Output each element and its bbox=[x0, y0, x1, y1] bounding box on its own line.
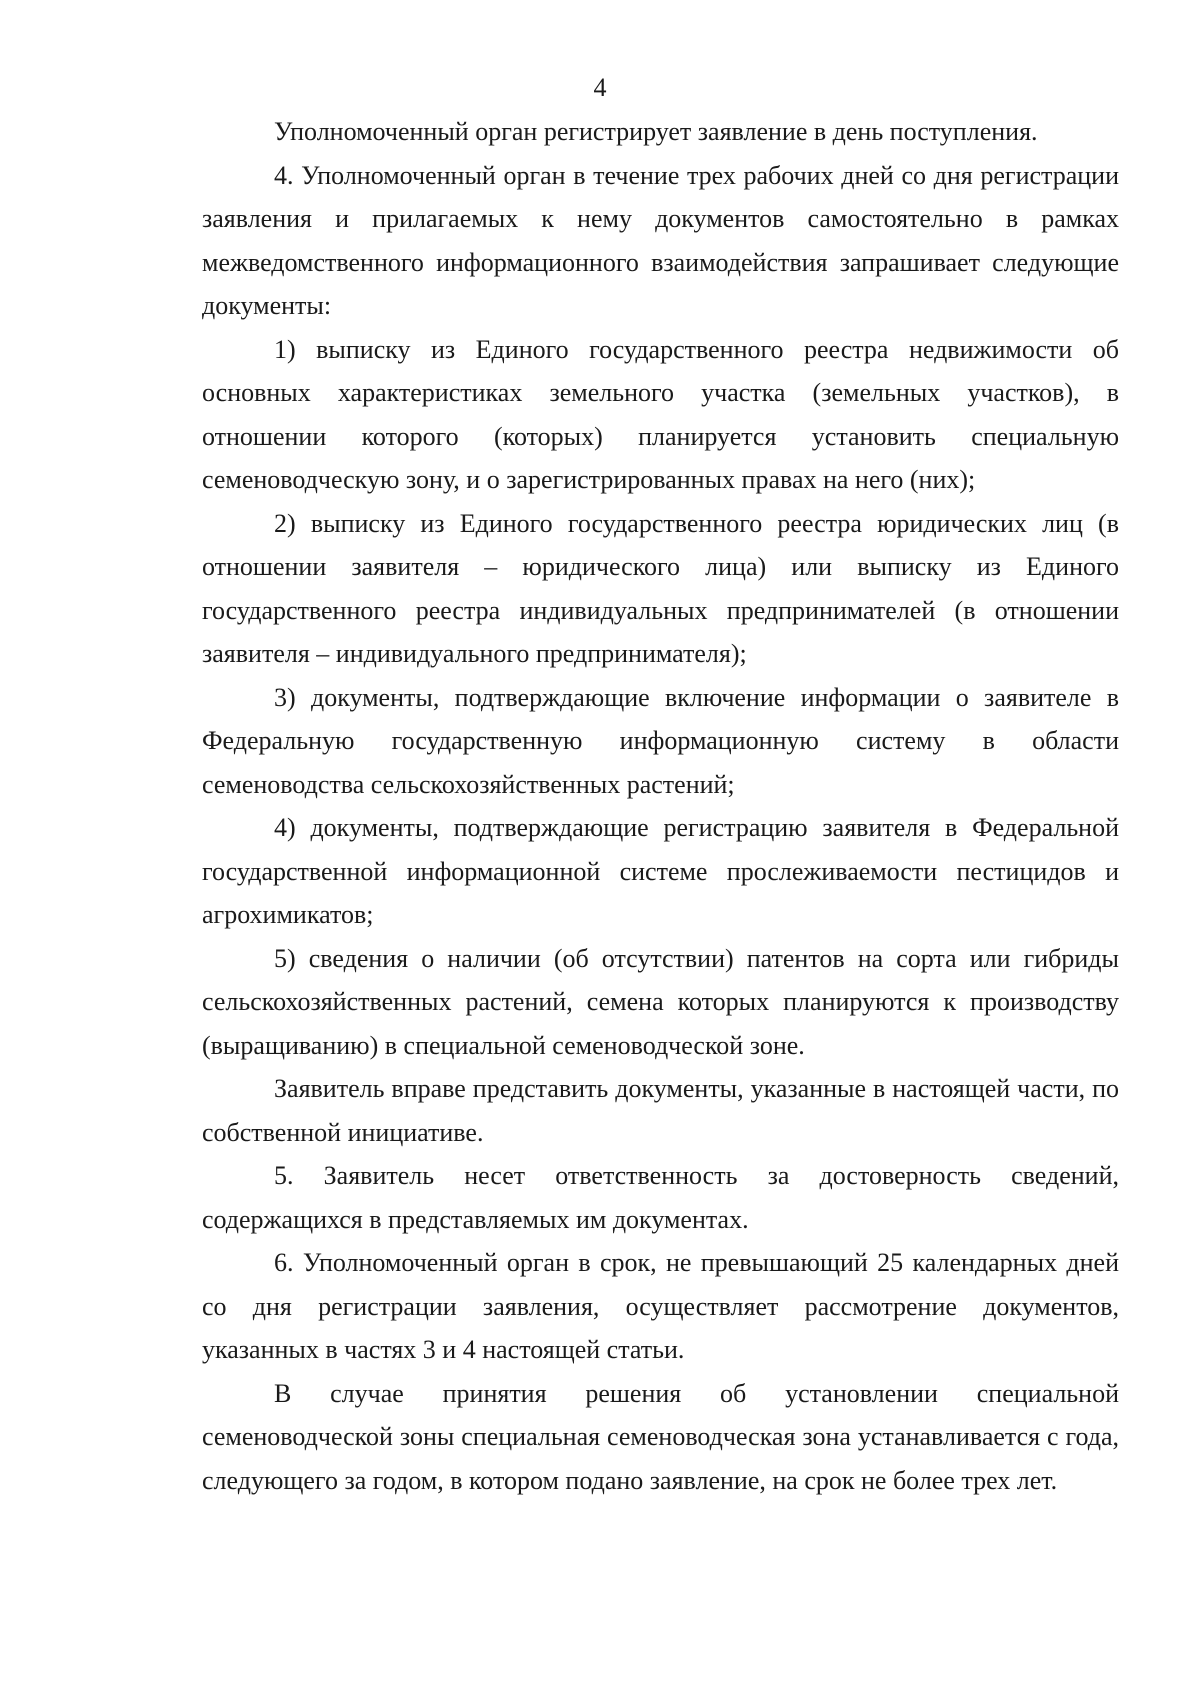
document-body bbox=[202, 110, 1119, 1502]
paragraph-item-6-review-period: 6. Уполномоченный орган в срок, не превышающий 25 календарных дней со дня регистрации заявления, осуществляет рассмотрение документов, указанных в частях 3 и 4 настоящей статьи. bbox=[202, 1248, 1119, 1364]
list-item-1-real-estate-extract: 1) выписку из Единого государственного реестра недвижимости об основных характеристиках земельного участка (земельных участков), в отношении которого (которых) планируется установить специальную семеноводческую зону, и о зарегистрированных правах на него (них); bbox=[202, 334, 1119, 494]
paragraph-item-5-responsibility: 5. Заявитель несет ответственность за достоверность сведений, содержащихся в представляемых им документах. bbox=[202, 1161, 1119, 1234]
paragraph-item-4-request: 4. Уполномоченный орган в течение трех рабочих дней со дня регистрации заявления и прилагаемых к нему документов самостоятельно в рамках межведомственного информационного взаимодействия запрашивает следующие документы: bbox=[202, 160, 1119, 320]
list-item-4-pesticide-system-documents: 4) документы, подтверждающие регистрацию заявителя в Федеральной государственной информационной системе прослеживаемости пестицидов и агрохимикатов; bbox=[202, 813, 1119, 929]
paragraph-registration: Уполномоченный орган регистрирует заявление в день поступления. bbox=[274, 117, 1038, 146]
list-item-5-patent-information: 5) сведения о наличии (об отсутствии) патентов на сорта или гибриды сельскохозяйственных растений, семена которых планируются к производству (выращиванию) в специальной семеноводческой зоне. bbox=[202, 943, 1119, 1060]
paragraph-zone-establishment: В случае принятия решения об установлении специальной семеноводческой зоны специальная семеноводческая зона устанавливается с года, следующего за годом, в котором подано заявление, на срок не более трех лет. bbox=[202, 1378, 1119, 1495]
list-item-3-seed-system-documents: 3) документы, подтверждающие включение информации о заявителе в Федеральную государственную информационную систему в области семеноводства сельскохозяйственных растений; bbox=[202, 682, 1119, 799]
paragraph-applicant-initiative: Заявитель вправе представить документы, указанные в настоящей части, по собственной инициативе. bbox=[202, 1074, 1119, 1147]
page-number: 4 bbox=[593, 73, 607, 102]
list-item-2-legal-entity-extract: 2) выписку из Единого государственного реестра юридических лиц (в отношении заявителя – юридического лица) или выписку из Единого государственного реестра индивидуальных предпринимателей (в отношении заявителя – индивидуального предпринимателя); bbox=[202, 508, 1119, 668]
